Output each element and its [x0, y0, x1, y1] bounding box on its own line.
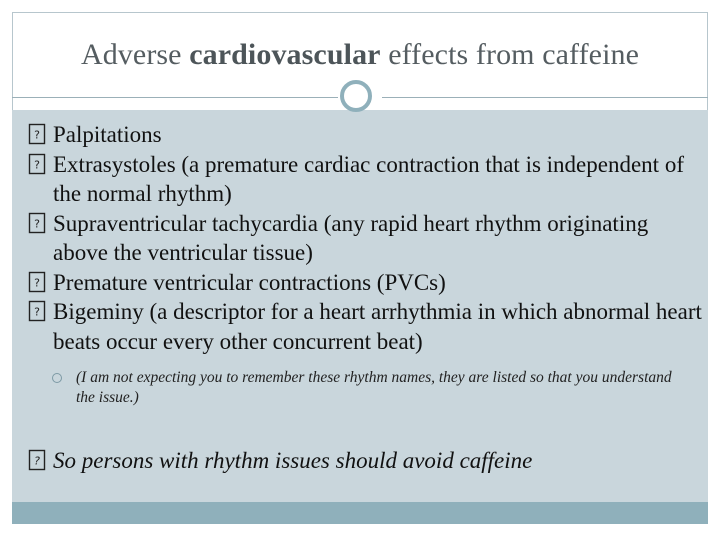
list-item — [28, 268, 708, 298]
sub-list-item — [52, 368, 692, 407]
bullet-text: Bigeminy (a descriptor for a heart arrhythmia in which abnormal heart beats occur every other concurrent beat) — [53, 299, 702, 354]
bullet-text: Premature ventricular contractions (PVCs) — [53, 269, 446, 295]
sub-note — [52, 368, 692, 407]
placeholder-box-icon — [28, 153, 46, 175]
sub-note-text: (I am not expecting you to remember these rhythm names, they are listed so that you understand the issue.) — [76, 369, 672, 406]
placeholder-box-icon — [28, 212, 46, 234]
ring-ornament-icon — [340, 80, 372, 112]
list-item — [28, 297, 708, 356]
final-text: So persons with rhythm issues should avoid caffeine — [53, 448, 533, 473]
placeholder-box-icon — [28, 300, 46, 322]
placeholder-box-icon — [28, 123, 46, 145]
list-item — [28, 209, 708, 268]
bullet-list — [28, 120, 708, 356]
list-item — [28, 120, 708, 150]
slide-footer-bar — [12, 502, 708, 524]
title-divider-left — [12, 97, 338, 98]
bullet-text: Supraventricular tachycardia (any rapid heart rhythm originating above the ventricular tissue) — [53, 210, 649, 265]
bullet-text: Extrasystoles (a premature cardiac contraction that is independent of the normal rhythm) — [53, 151, 684, 206]
svg-text:?: ? — [34, 217, 40, 230]
slide-title — [0, 38, 720, 72]
title-bold: cardiovascular — [189, 38, 381, 71]
title-divider-right — [382, 97, 708, 98]
title-prefix: Adverse — [80, 38, 190, 71]
svg-text:?: ? — [34, 305, 40, 319]
svg-text:?: ? — [34, 454, 40, 468]
hollow-circle-icon — [52, 373, 62, 383]
final-statement — [28, 446, 532, 476]
bullet-text: Palpitations — [53, 122, 162, 147]
list-item — [28, 150, 708, 209]
svg-text:?: ? — [34, 158, 40, 171]
placeholder-box-icon — [28, 449, 46, 471]
svg-text:?: ? — [34, 128, 40, 142]
svg-text:?: ? — [34, 276, 40, 289]
title-suffix: effects from caffeine — [380, 38, 640, 71]
placeholder-box-icon — [28, 271, 46, 293]
